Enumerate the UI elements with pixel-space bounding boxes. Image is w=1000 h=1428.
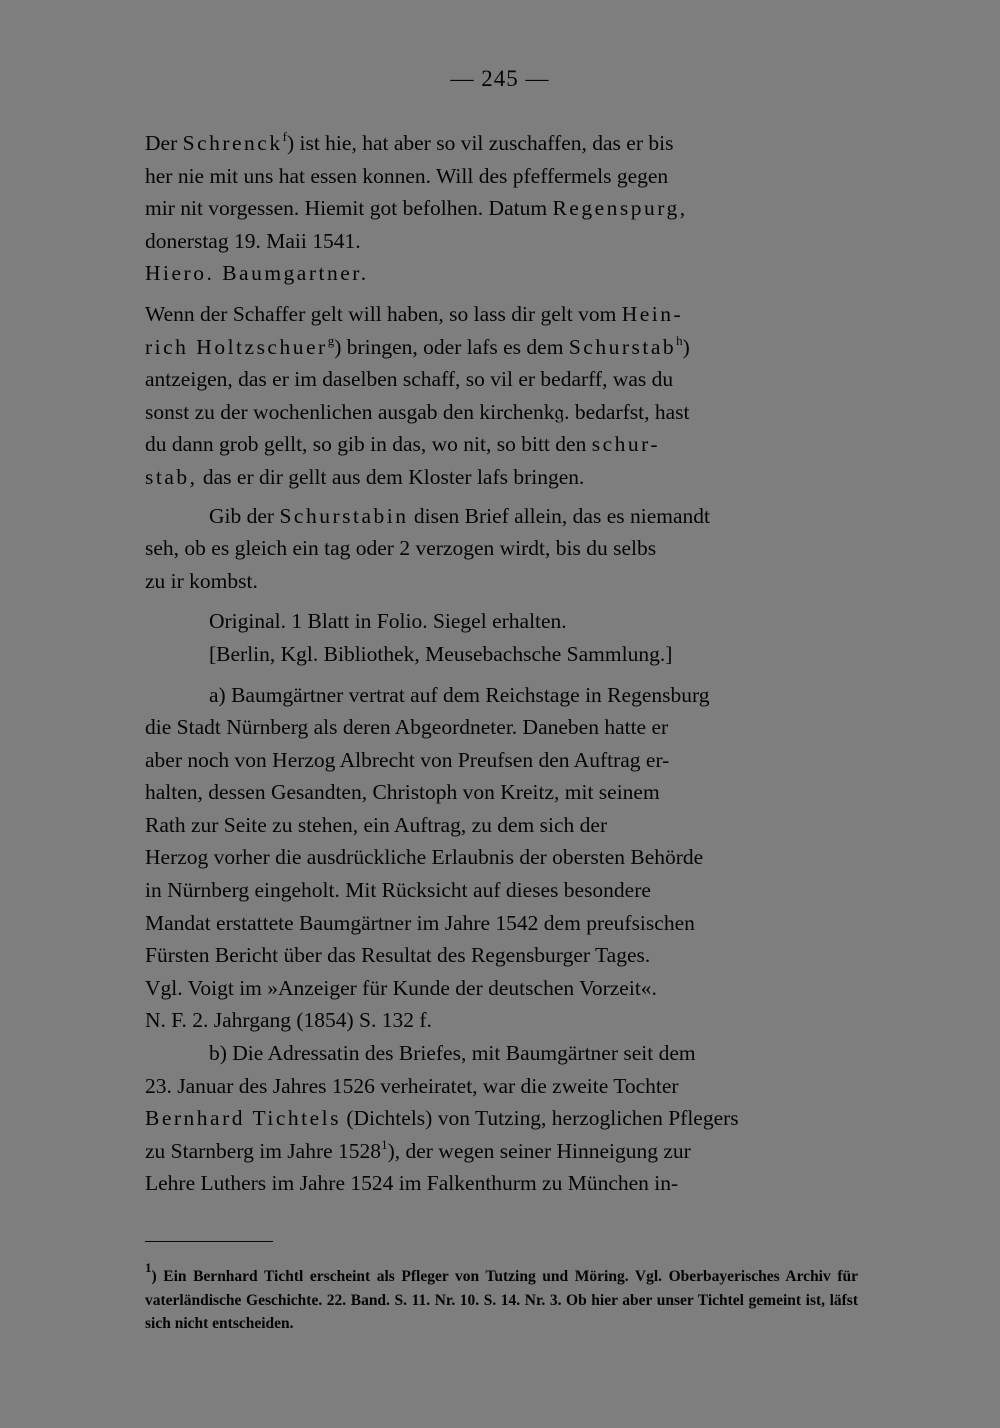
signature-text: Hiero. Baumgartner. — [145, 261, 369, 286]
person-name: Hein- — [621, 301, 684, 326]
text-line: die Stadt Nürnberg als deren Abgeordneter. Daneben hatte er — [145, 715, 669, 740]
text-line — [145, 127, 858, 160]
text-line: halten, dessen Gesandten, Christoph von Kreitz, mit seinem — [145, 780, 660, 805]
text-span: ) ist hie, hat aber so vil zuschaffen, das er bis — [286, 131, 674, 155]
footnote-rule — [145, 1241, 273, 1242]
text-line: Nr. 10. S. 14. Nr. 3. Ob hier aber unser Tichtel gemeint ist, läfst sich — [145, 1291, 858, 1332]
text-line: aber noch von Herzog Albrecht von Preufsen den Auftrag er- — [145, 747, 670, 772]
text-span: Der — [145, 131, 178, 155]
text-line: Herzog vorher die ausdrückliche Erlaubnis der obersten Behörde — [145, 845, 704, 870]
person-name: Bernhard Tichtels — [145, 1106, 341, 1131]
page-number: — 245 — — [450, 66, 550, 91]
footnote — [145, 1260, 858, 1336]
text-line: antzeigen, das er im daselben schaff, so vil er bedarff, was du — [145, 367, 674, 392]
person-name: Schurstab — [568, 334, 677, 359]
text-line: Vgl. Oberbayerisches Archiv für vaterländische Geschichte. 22. Band. S. 11. — [145, 1268, 858, 1309]
letter-paragraph-1 — [145, 127, 858, 257]
text-span: ) Ein Bernhard Tichtl erscheint als Pfleger von Tutzing und Möring. — [151, 1268, 629, 1285]
text-line: Mandat erstattete Baumgärtner im Jahre 1542 dem preufsischen — [145, 910, 695, 935]
note-marker: f — [282, 129, 287, 144]
text-line: b) Die Adressatin des Briefes, mit Baumgärtner seit dem — [209, 1041, 696, 1066]
text-line: Original. 1 Blatt in Folio. Siegel erhalten. — [209, 609, 567, 634]
place-name: Regenspurg, — [552, 196, 688, 221]
text-line — [145, 1102, 858, 1135]
text-span: zu Starnberg im Jahre 1528 — [145, 1138, 382, 1163]
letter-paragraph-3 — [145, 500, 858, 598]
text-line — [145, 428, 858, 461]
text-line — [145, 192, 858, 225]
text-line — [145, 331, 858, 364]
text-line: [Berlin, Kgl. Bibliothek, Meusebachsche Sammlung.] — [209, 641, 673, 666]
text-line: N. F. 2. Jahrgang (1854) S. 132 f. — [145, 1008, 432, 1033]
text-line: sonst zu der wochenlichen ausgab den kirchenk𝔤. bedarfst, hast — [145, 399, 690, 424]
text-line: nicht entscheiden. — [174, 1315, 294, 1332]
text-span: ), der wegen seiner Hinneigung zur — [387, 1138, 691, 1163]
text-line — [145, 1135, 858, 1168]
signature — [145, 257, 858, 290]
letter-paragraph-2 — [145, 298, 858, 494]
text-line: Fürsten Bericht über das Resultat des Regensburger Tages. — [145, 943, 651, 968]
person-name: stab, — [145, 464, 198, 489]
text-span: das er dir gellt aus dem Kloster lafs bringen. — [202, 464, 585, 489]
text-span: (Dichtels) von Tutzing, herzoglichen Pflegers — [346, 1106, 739, 1131]
text-line: Lehre Luthers im Jahre 1524 im Falkenthurm zu München in- — [145, 1171, 679, 1196]
text-line — [145, 461, 858, 494]
person-name: Schrenck — [182, 131, 283, 155]
text-line — [145, 1260, 629, 1285]
text-line: seh, ob es gleich ein tag oder 2 verzogen wirdt, bis du selbs — [145, 536, 657, 561]
main-text — [145, 127, 858, 1200]
text-span: du dann grob gellt, so gib in das, wo nit, so bitt den — [145, 432, 587, 457]
footnote-marker: 1 — [145, 1260, 152, 1275]
text-line: 23. Januar des Jahres 1526 verheiratet, war die zweite Tochter — [145, 1073, 679, 1098]
note-a — [145, 679, 858, 1038]
person-name: schur- — [591, 432, 661, 457]
text-line: Rath zur Seite zu stehen, ein Auftrag, zu dem sich der — [145, 812, 608, 837]
text-span: disen Brief allein, das es niemandt — [413, 503, 710, 528]
footnote-marker: 1 — [381, 1136, 388, 1152]
text-span: Wenn der Schaffer gelt will haben, so lass dir gelt vom — [145, 301, 617, 326]
text-span: Gib der — [209, 503, 275, 528]
text-span: ) bringen, oder lafs es dem — [334, 334, 564, 359]
text-line: a) Baumgärtner vertrat auf dem Reichstage in Regensburg — [209, 682, 710, 707]
text-line: zu ir kombst. — [145, 568, 258, 593]
text-span: mir nit vorgessen. Hiemit got befolhen. Datum — [145, 196, 548, 221]
text-line: in Nürnberg eingeholt. Mit Rücksicht auf dieses besondere — [145, 878, 651, 903]
note-marker: g — [327, 332, 335, 348]
source-note — [209, 605, 858, 670]
text-line: her nie mit uns hat essen konnen. Will des pfeffermels gegen — [145, 163, 669, 188]
text-line: Vgl. Voigt im »Anzeiger für Kunde der deutschen Vorzeit«. — [145, 975, 657, 1000]
person-name: rich Holtzschuer — [145, 334, 328, 359]
note-b — [145, 1037, 858, 1200]
text-line — [145, 500, 858, 533]
note-marker: h — [676, 332, 683, 348]
text-span: ) — [682, 334, 690, 359]
text-line — [145, 298, 858, 331]
text-line: donerstag 19. Maii 1541. — [145, 228, 361, 253]
person-name: Schurstabin — [279, 503, 409, 528]
